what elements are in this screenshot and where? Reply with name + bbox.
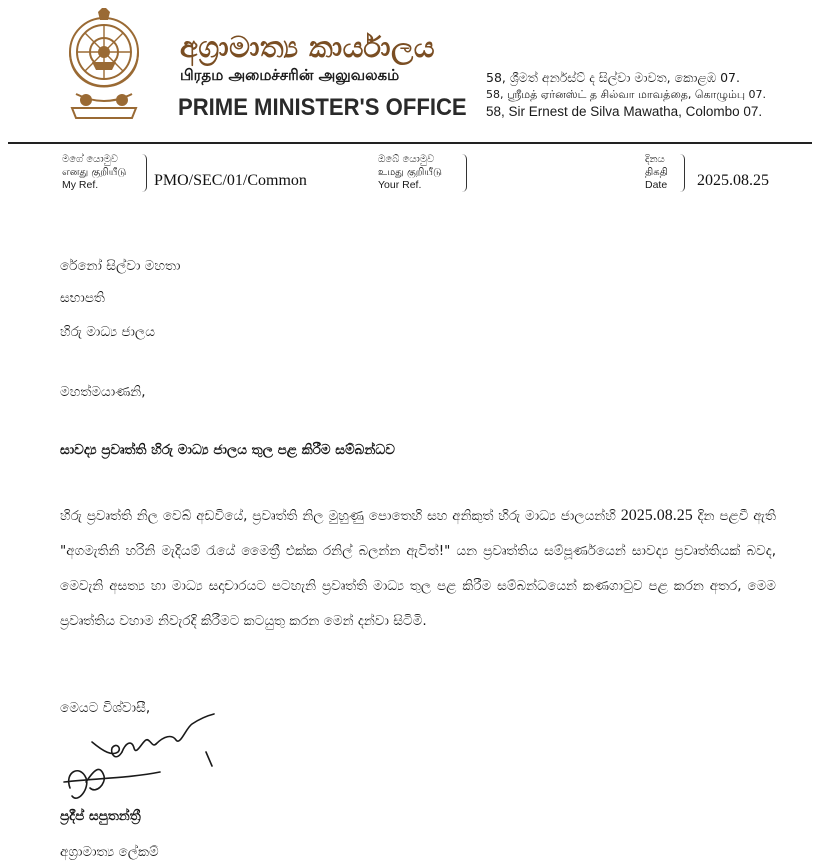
letterhead-title-english: PRIME MINISTER'S OFFICE xyxy=(178,94,467,121)
my-ref-value: PMO/SEC/01/Common xyxy=(154,172,307,189)
address-sinhala: 58, ශ්‍රීමත් අර්නස්ට් ද සිල්වා මාවත, කොළඹ 07. xyxy=(486,70,740,85)
my-ref-label-ta: எனது குறியீடு xyxy=(62,167,127,178)
date-label xyxy=(645,153,668,192)
letterhead-divider xyxy=(8,142,812,144)
letterhead-title-sinhala: අග්‍රාමාත්‍ය කාර්යාලය xyxy=(180,30,436,64)
salutation: මහත්මයාණනි, xyxy=(60,384,146,400)
recipient-designation: සභාපති xyxy=(60,290,105,306)
body-text-part1: හිරු ප්‍රවෘත්ති නිල වෙබ් අඩවියේ, ප්‍රවෘත්ති නිල මුහුණු පොතෙහි සහ අනිකුත් හිරු මාධ්‍ය ජාලයන්හි xyxy=(60,508,616,524)
recipient-name: රේනෝ සිල්වා මහතා xyxy=(60,258,181,274)
subject-line: සාවද්‍ය ප්‍රවෘත්ති හිරු මාධ්‍ය ජාලය තුල පළ කිරීම සම්බන්ධව xyxy=(60,442,395,458)
your-ref-brace xyxy=(462,154,467,192)
signatory-name: ප්‍රදීප් සපුතන්ත්‍රී xyxy=(60,808,141,824)
body-date: 2025.08.25 xyxy=(620,507,693,524)
my-ref-label-en: My Ref. xyxy=(62,179,99,191)
letterhead-title-tamil: பிரதம அமைச்சரின் அலுவலகம் xyxy=(180,66,400,84)
my-ref-label-si: මගේ යොමුව xyxy=(62,154,118,165)
date-label-ta: திகதி xyxy=(645,167,668,178)
body-paragraph xyxy=(60,498,776,639)
national-emblem-icon xyxy=(62,8,146,126)
recipient-organization: හිරු මාධ්‍ය ජාලය xyxy=(60,324,155,340)
your-ref-label-si: ඔබේ යොමුව xyxy=(378,154,435,165)
handwritten-signature xyxy=(60,712,230,808)
date-value: 2025.08.25 xyxy=(697,172,769,189)
signatory-title: අග්‍රාමාත්‍ය ලේකම් xyxy=(60,844,159,860)
address-english: 58, Sir Ernest de Silva Mawatha, Colombo 07. xyxy=(486,104,763,119)
your-ref-label xyxy=(378,153,442,192)
address-tamil: 58, ஸ்ரீமத் ஏர்னஸ்ட் த சில்வா மாவத்தை, கொழும்பு 07. xyxy=(486,88,767,101)
body-text-part2: දින පළවී ඇති "අගමැතිනි හරිනි මැදියම් රැයේ මෛත්‍රී එක්ක රනිල් බලන්න ඇවිත්!" යන ප්‍රවෘත්තිය සම්පූර්ණයෙන් සාවද්‍ය ප්‍රවෘත්තියක් බවද, මෙවැනි අසත්‍ය හා මාධ්‍ය සදාචාරයට පටහැනි ප්‍රවෘත්ති මාධ්‍ය තුල පළ කිරීම සම්බන්ධයෙන් කණගාටුව පළ කරන අතර, මෙම ප්‍රවෘත්තිය වහාම නිවැරදි කිරීමට කටයුතු කරන මෙන් දන්වා සිටිමි. xyxy=(60,508,776,629)
your-ref-label-en: Your Ref. xyxy=(378,179,422,191)
closing: මෙයට විශ්වාසී, xyxy=(60,700,151,716)
your-ref-label-ta: உமது குறியீடு xyxy=(378,167,442,178)
date-brace xyxy=(680,154,685,192)
my-ref-label xyxy=(62,153,126,192)
my-ref-brace xyxy=(142,154,147,192)
date-label-si: දිනය xyxy=(645,154,665,165)
date-label-en: Date xyxy=(645,179,668,191)
